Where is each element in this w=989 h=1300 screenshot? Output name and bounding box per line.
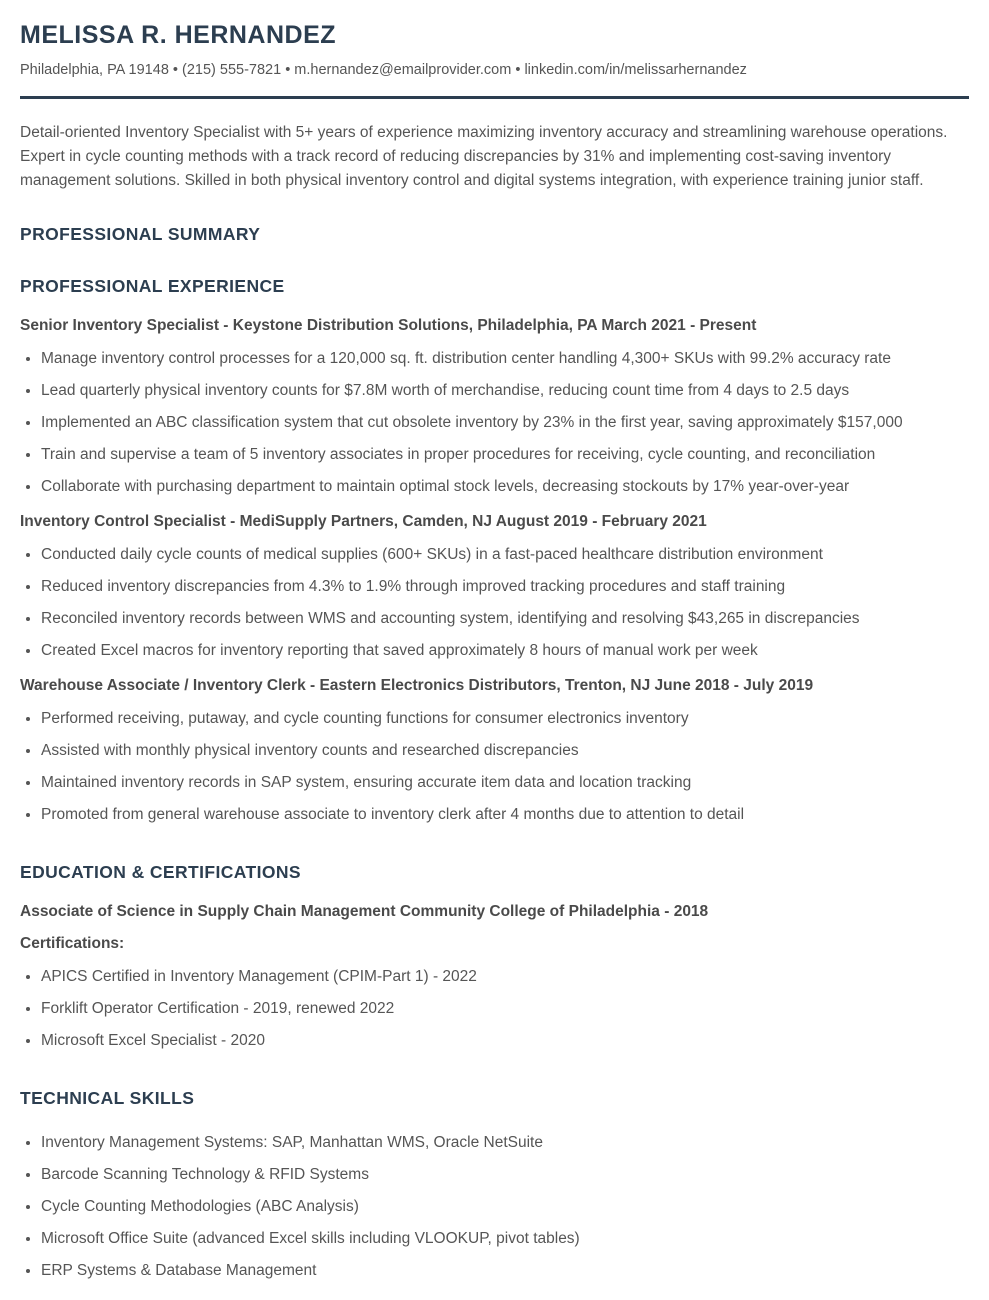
job-title: Inventory Control Specialist - MediSupply Partners, Camden, NJ August 2019 - February 2021 — [20, 513, 707, 530]
job-bullet: • Implemented an ABC classification system that cut obsolete inventory by 23% in the first year, saving approximately $157,000 — [41, 407, 969, 439]
job-title: Senior Inventory Specialist - Keystone Distribution Solutions, Philadelphia, PA March 2021 - Present — [20, 317, 757, 334]
summary-paragraph: Detail-oriented Inventory Specialist with 5+ years of experience maximizing inventory accuracy and streamlining warehouse operations. Expert in cycle counting methods with a track record of reducing discrepancies by 31% and implementing cost-saving inventory management solutions. Skilled in both physical inventory control and digital systems integration, with experience training junior staff. — [20, 124, 948, 189]
job-bullet: • Promoted from general warehouse associate to inventory clerk after 4 months due to attention to detail — [41, 799, 969, 831]
job-bullet-list — [20, 539, 969, 667]
resume-header — [20, 20, 969, 99]
certification-list — [20, 961, 969, 1057]
certification-item: • Microsoft Excel Specialist - 2020 — [41, 1025, 969, 1057]
job-bullet: • Reduced inventory discrepancies from 4.3% to 1.9% through improved tracking procedures and staff training — [41, 571, 969, 603]
job-bullet-list — [20, 343, 969, 503]
job-title: Warehouse Associate / Inventory Clerk - Eastern Electronics Distributors, Trenton, NJ June 2018 - July 2019 — [20, 677, 814, 694]
header-divider — [20, 96, 969, 99]
job-bullet: • Maintained inventory records in SAP system, ensuring accurate item data and location tracking — [41, 767, 969, 799]
certifications-label: Certifications: — [20, 935, 125, 952]
job-bullet: • Created Excel macros for inventory reporting that saved approximately 8 hours of manual work per week — [41, 635, 969, 667]
experience-heading: PROFESSIONAL EXPERIENCE — [20, 276, 285, 296]
education-section — [20, 861, 969, 1057]
education-heading: EDUCATION & CERTIFICATIONS — [20, 862, 301, 882]
skills-list — [20, 1127, 969, 1287]
job-bullet: • Manage inventory control processes for a 120,000 sq. ft. distribution center handling 4,300+ SKUs with 99.2% accuracy rate — [41, 343, 969, 375]
job-bullet: • Conducted daily cycle counts of medical supplies (600+ SKUs) in a fast-paced healthcare distribution environment — [41, 539, 969, 571]
job-bullet: • Reconciled inventory records between WMS and accounting system, identifying and resolving $43,265 in discrepancies — [41, 603, 969, 635]
skill-item: • Barcode Scanning Technology & RFID Systems — [41, 1159, 969, 1191]
certification-item: • APICS Certified in Inventory Management (CPIM-Part 1) - 2022 — [41, 961, 969, 993]
certification-item: • Forklift Operator Certification - 2019, renewed 2022 — [41, 993, 969, 1025]
skills-section — [20, 1087, 969, 1287]
skills-heading: TECHNICAL SKILLS — [20, 1088, 195, 1108]
job-bullet: • Assisted with monthly physical inventory counts and researched discrepancies — [41, 735, 969, 767]
job-bullet-list — [20, 703, 969, 831]
skill-item: • ERP Systems & Database Management — [41, 1255, 969, 1287]
summary-heading: PROFESSIONAL SUMMARY — [20, 224, 261, 244]
experience-section — [20, 275, 969, 831]
summary-section — [20, 121, 969, 245]
contact-line: Philadelphia, PA 19148 • (215) 555-7821 • m.hernandez@emailprovider.com • linkedin.com/in/melissarhernandez — [20, 62, 747, 78]
degree-line: Associate of Science in Supply Chain Management Community College of Philadelphia - 2018 — [20, 903, 709, 920]
job-bullet: • Lead quarterly physical inventory counts for $7.8M worth of merchandise, reducing count time from 4 days to 2.5 days — [41, 375, 969, 407]
candidate-name: MELISSA R. HERNANDEZ — [20, 21, 337, 49]
job-bullet: • Performed receiving, putaway, and cycle counting functions for consumer electronics inventory — [41, 703, 969, 735]
job-bullet: • Train and supervise a team of 5 inventory associates in proper procedures for receiving, cycle counting, and reconciliation — [41, 439, 969, 471]
skill-item: • Inventory Management Systems: SAP, Manhattan WMS, Oracle NetSuite — [41, 1127, 969, 1159]
job-bullet: • Collaborate with purchasing department to maintain optimal stock levels, decreasing stockouts by 17% year-over-year — [41, 471, 969, 503]
skill-item: • Cycle Counting Methodologies (ABC Analysis) — [41, 1191, 969, 1223]
skill-item: • Microsoft Office Suite (advanced Excel skills including VLOOKUP, pivot tables) — [41, 1223, 969, 1255]
resume-document — [0, 20, 989, 1300]
